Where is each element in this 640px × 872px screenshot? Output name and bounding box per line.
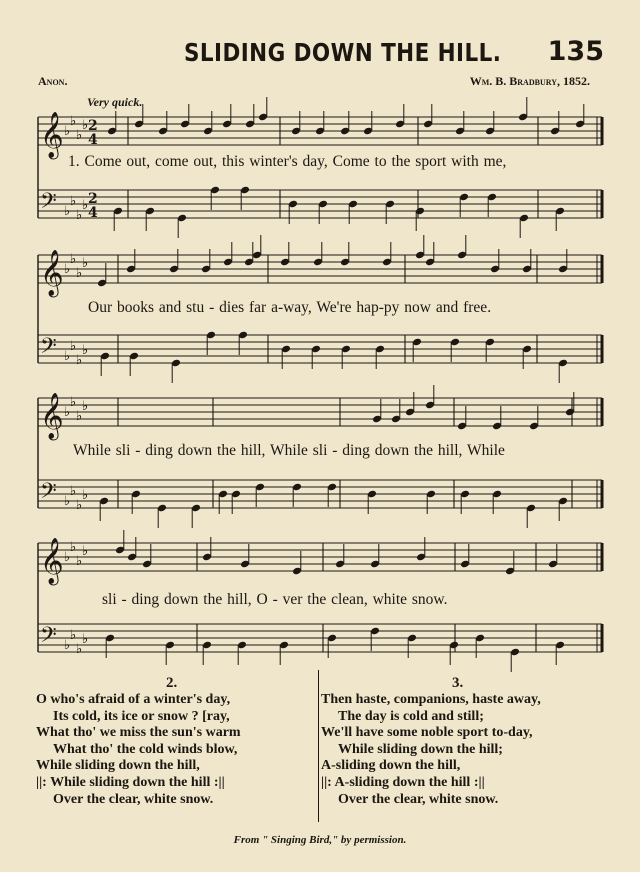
verse-line: Its cold, its ice or snow ? [ray,	[53, 708, 230, 724]
lyric-line-1: 1. Come out, come out, this winter's day, Come to the sport with me,	[68, 153, 507, 170]
flat-icon: ♭	[64, 262, 71, 277]
source-credit: From " Singing Bird," by permission.	[233, 834, 407, 846]
verse-2	[36, 692, 241, 808]
tempo-marking: Very quick.	[87, 95, 143, 109]
flat-icon: ♭	[82, 118, 89, 133]
verse-line: We'll have some noble sport to-day,	[321, 725, 533, 741]
flat-icon: ♭	[82, 198, 89, 213]
time-signature: 2	[88, 191, 98, 207]
flat-icon: ♭	[70, 252, 77, 267]
bass-clef-icon: 𝄢	[40, 189, 57, 219]
page-number: 135	[547, 36, 604, 67]
flat-icon: ♭	[70, 194, 77, 209]
flat-icon: ♭	[70, 395, 77, 410]
time-signature: 4	[88, 132, 98, 148]
bass-clef-icon: 𝄢	[40, 623, 57, 653]
verse-line: While sliding down the hill;	[338, 741, 503, 757]
flat-icon: ♭	[76, 353, 83, 368]
flat-icon: ♭	[70, 339, 77, 354]
flat-icon: ♭	[76, 266, 83, 281]
flat-icon: ♭	[64, 349, 71, 364]
bass-clef-icon: 𝄢	[40, 479, 57, 509]
verse-line: What tho' the cold winds blow,	[53, 741, 238, 757]
flat-icon: ♭	[64, 494, 71, 509]
verse-line: What tho' we miss the sun's warm	[36, 725, 241, 741]
flat-icon: ♭	[82, 632, 89, 647]
verse-line: Then haste, companions, haste away,	[321, 692, 541, 707]
verse-3	[321, 692, 541, 808]
verse-line: Over the clear, white snow.	[338, 791, 499, 807]
flat-icon: ♭	[76, 498, 83, 513]
flat-icon: ♭	[76, 208, 83, 223]
verse-line: The day is cold and still;	[338, 708, 484, 724]
lyric-line-4: sli - ding down the hill, O - ver the clean, white snow.	[102, 591, 448, 608]
treble-clef-icon: 𝄞	[40, 112, 64, 158]
verse-line: ||: A-sliding down the hill :||	[321, 774, 485, 790]
treble-clef-icon: 𝄞	[40, 538, 64, 584]
flat-icon: ♭	[70, 114, 77, 129]
verse-line: Over the clear, white snow.	[53, 791, 214, 807]
flat-icon: ♭	[70, 628, 77, 643]
flat-icon: ♭	[82, 343, 89, 358]
flat-icon: ♭	[82, 256, 89, 271]
flat-icon: ♭	[76, 642, 83, 657]
flat-icon: ♭	[76, 554, 83, 569]
flat-icon: ♭	[82, 544, 89, 559]
flat-icon: ♭	[64, 204, 71, 219]
verse-2-number: 2.	[166, 675, 178, 691]
flat-icon: ♭	[76, 128, 83, 143]
page-title: SLIDING DOWN THE HILL.	[184, 38, 502, 67]
verse-line: While sliding down the hill,	[36, 758, 200, 774]
flat-icon: ♭	[64, 638, 71, 653]
flat-icon: ♭	[82, 399, 89, 414]
verse-line: A-sliding down the hill,	[321, 758, 461, 774]
composer-credit: Wm. B. Bradbury, 1852.	[469, 74, 590, 88]
flat-icon: ♭	[70, 484, 77, 499]
flat-icon: ♭	[76, 409, 83, 424]
time-signature: 2	[88, 118, 98, 134]
verse-divider	[318, 670, 319, 822]
verse-line: O who's afraid of a winter's day,	[36, 692, 231, 707]
lyric-line-3: While sli - ding down the hill, While sli - ding down the hill, While	[73, 442, 505, 459]
treble-clef-icon: 𝄞	[40, 393, 64, 439]
flat-icon: ♭	[64, 405, 71, 420]
flat-icon: ♭	[64, 124, 71, 139]
flat-icon: ♭	[64, 550, 71, 565]
flat-icon: ♭	[82, 488, 89, 503]
time-signature: 4	[88, 205, 98, 221]
flat-icon: ♭	[70, 540, 77, 555]
treble-clef-icon: 𝄞	[40, 250, 64, 296]
lyric-line-2: Our books and stu - dies far a-way, We're hap-py now and free.	[88, 299, 492, 316]
verse-3-number: 3.	[452, 675, 464, 691]
author-credit: Anon.	[38, 74, 68, 88]
bass-clef-icon: 𝄢	[40, 334, 57, 364]
verse-line: ||: While sliding down the hill :||	[36, 774, 225, 790]
